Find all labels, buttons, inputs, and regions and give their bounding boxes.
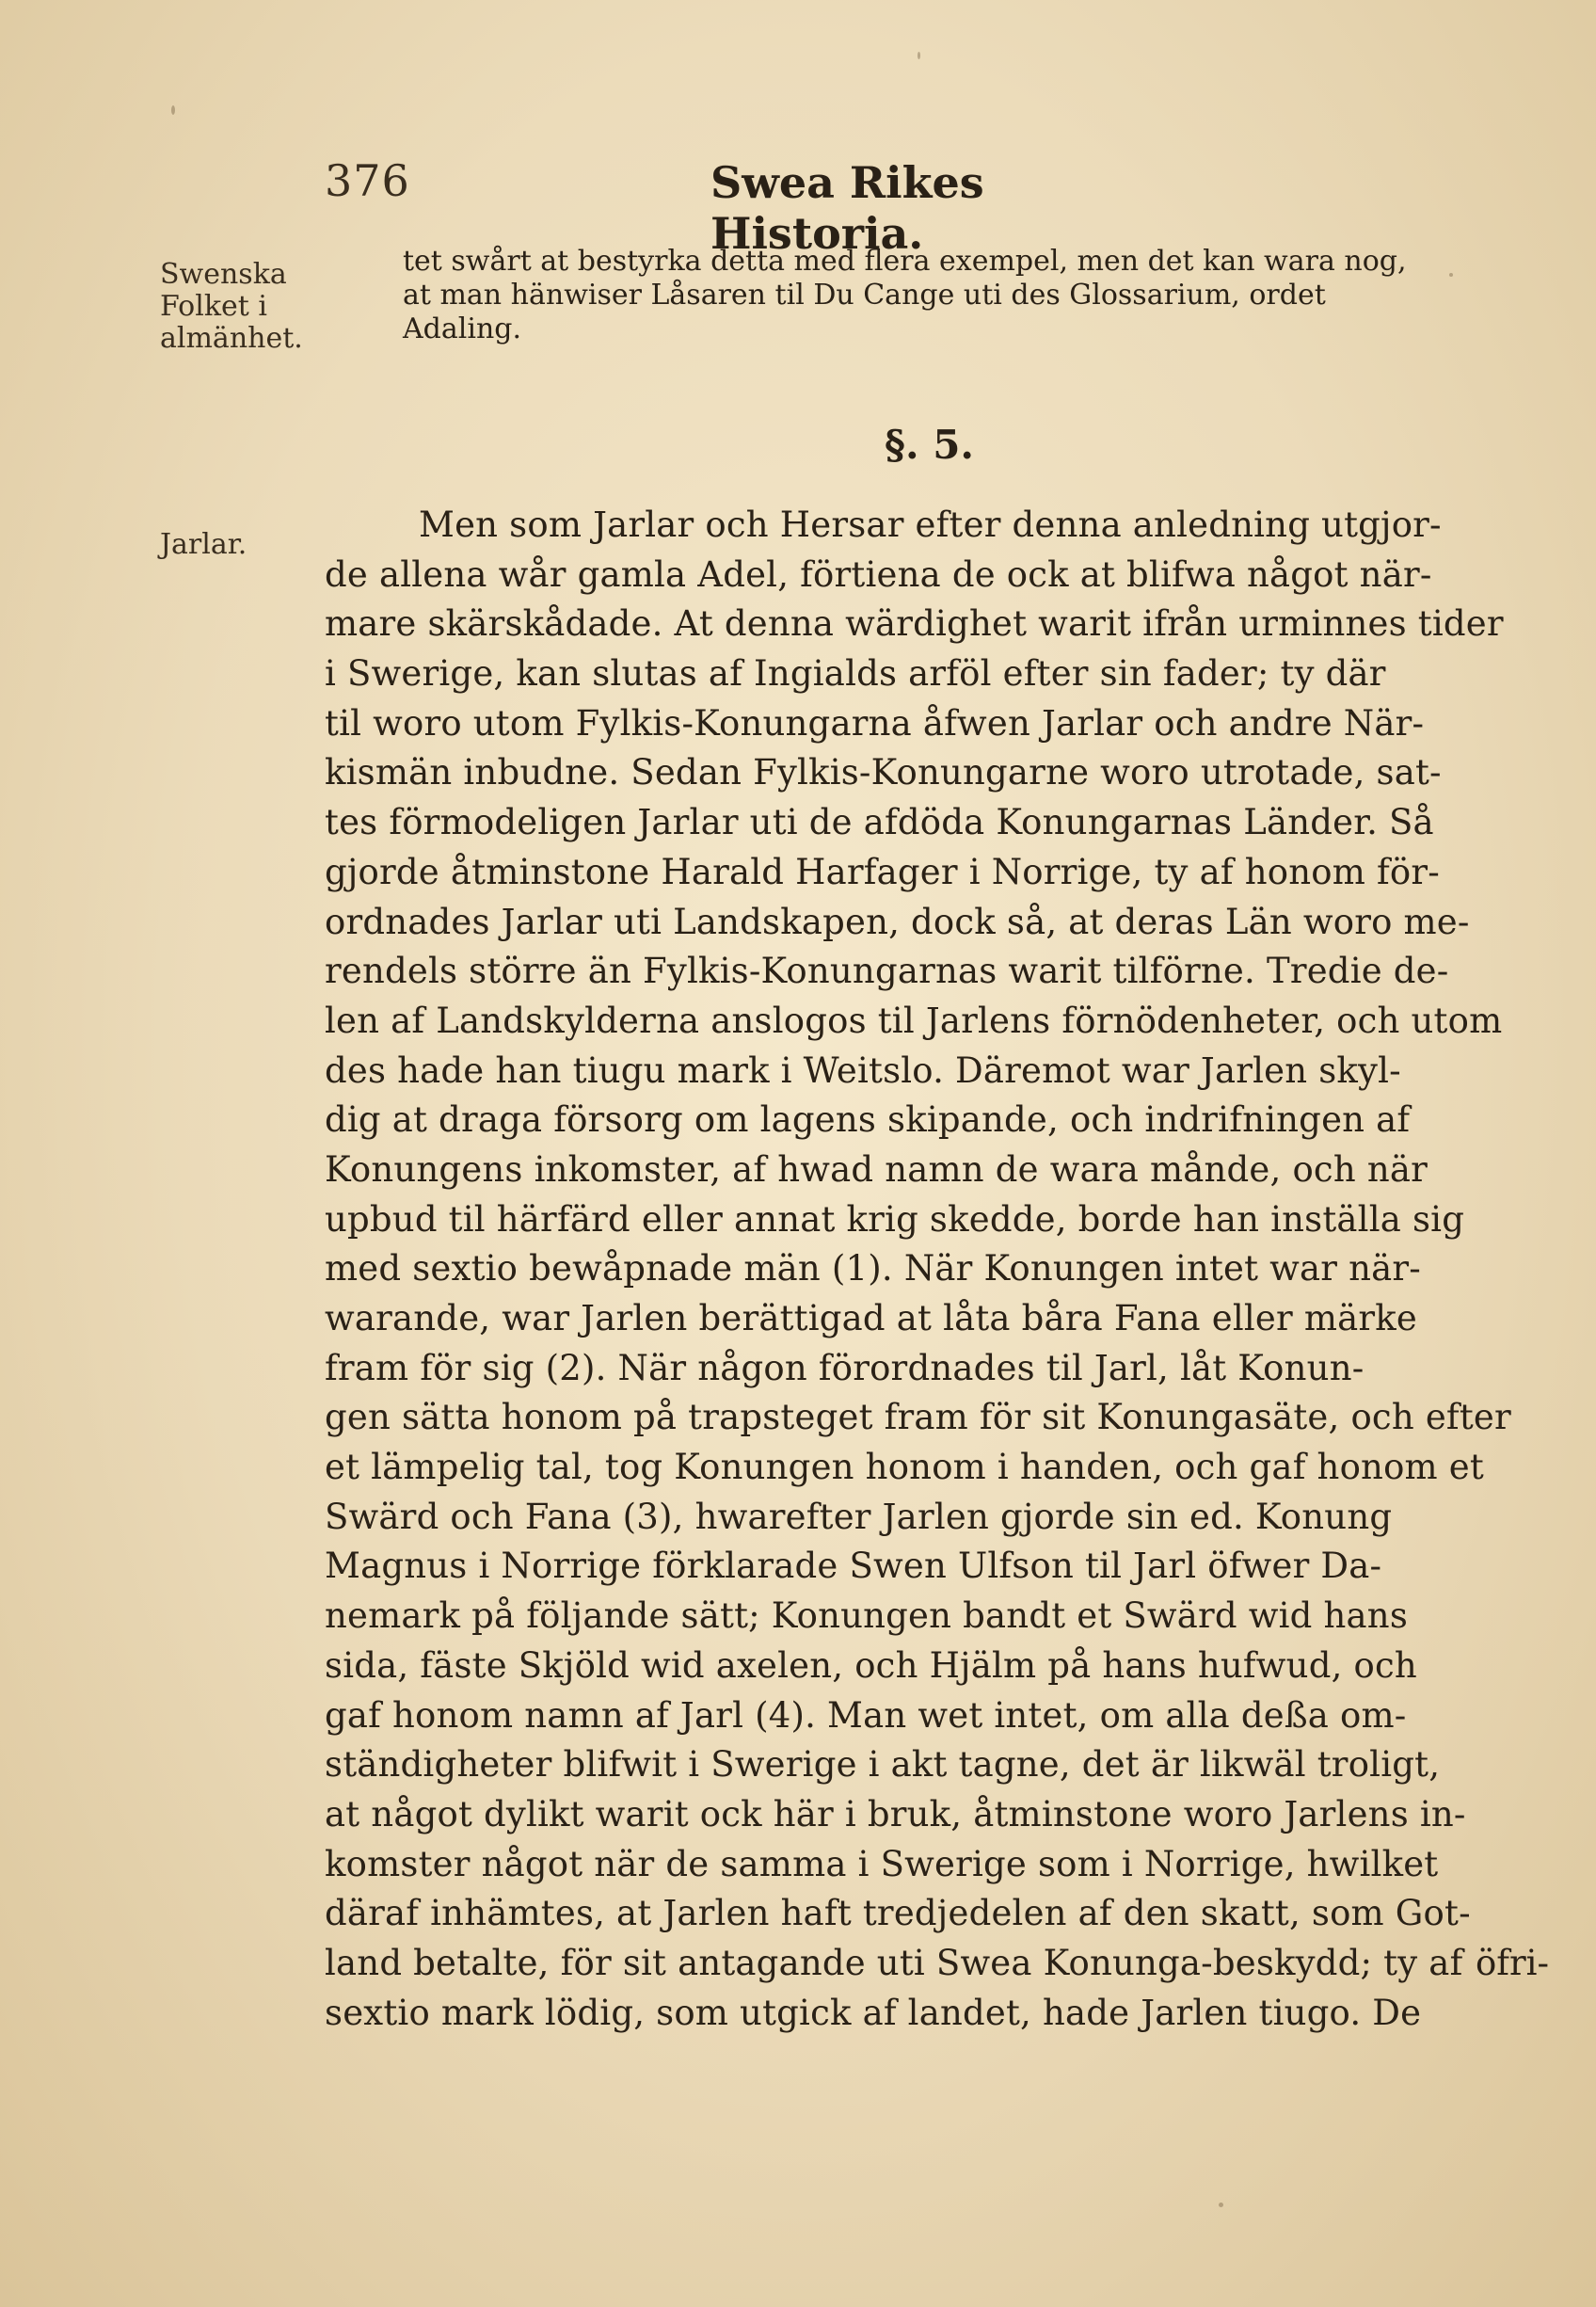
margin-note-swenska-folket: Swenska Folket i almänhet. bbox=[160, 258, 303, 355]
body-line: sextio mark lödig, som utgick af landet, hade Jarlen tiugo. De bbox=[325, 1992, 1422, 2033]
body-line: mare skärskådade. At denna wärdighet warit ifrån urminnes tider bbox=[325, 603, 1504, 645]
footnote-continuation bbox=[403, 245, 1570, 346]
body-line: des hade han tiugu mark i Weitslo. Däremot war Jarlen skyl- bbox=[325, 1049, 1401, 1091]
body-line: de allena wår gamla Adel, förtiena de ock at blifwa något när- bbox=[325, 553, 1432, 595]
body-line: sida, fäste Skjöld wid axelen, och Hjälm på hans hufwud, och bbox=[325, 1644, 1417, 1686]
body-line: fram för sig (2). När någon förordnades til Jarl, låt Konun- bbox=[325, 1347, 1365, 1388]
paper-speck bbox=[918, 52, 920, 59]
body-line: at något dylikt warit ock här i bruk, åtminstone woro Jarlens in- bbox=[325, 1793, 1466, 1834]
section-heading: §. 5. bbox=[885, 422, 975, 468]
body-line: nemark på följande sätt; Konungen bandt et Swärd wid hans bbox=[325, 1595, 1409, 1637]
body-line: kismän inbudne. Sedan Fylkis-Konungarne woro utrotade, sat- bbox=[325, 752, 1442, 793]
body-line: dig at draga försorg om lagens skipande, och indrifningen af bbox=[325, 1099, 1411, 1141]
body-line: gen sätta honom på trapsteget fram för sit Konungasäte, och efter bbox=[325, 1397, 1511, 1438]
body-text bbox=[325, 501, 1567, 2038]
body-line: i Swerige, kan slutas af Ingialds arföl efter sin fader; ty där bbox=[325, 653, 1386, 695]
page-number: 376 bbox=[325, 155, 410, 206]
paper-speck bbox=[171, 105, 175, 115]
body-line: gaf honom namn af Jarl (4). Man wet intet, om alla deßa om- bbox=[325, 1694, 1407, 1736]
body-line: len af Landskylderna anslogos til Jarlens förnödenheter, och utom bbox=[325, 1000, 1503, 1041]
body-line: med sextio bewåpnade män (1). När Konungen intet war när- bbox=[325, 1248, 1421, 1290]
body-line: tes förmodeligen Jarlar uti de afdöda Konungarnas Länder. Så bbox=[325, 802, 1434, 843]
body-line: Konungens inkomster, af hwad namn de wara månde, och när bbox=[325, 1148, 1428, 1190]
body-line: warande, war Jarlen berättigad at låta båra Fana eller märke bbox=[325, 1298, 1418, 1338]
body-line: komster något när de samma i Swerige som i Norrige, hwilket bbox=[325, 1843, 1439, 1884]
footnote-line: Adaling. bbox=[403, 312, 522, 345]
body-line: ständigheter blifwit i Swerige i akt tagne, det är likwäl troligt, bbox=[325, 1744, 1441, 1786]
body-line: land betalte, för sit antagande uti Swea Konunga-beskydd; ty af bbox=[325, 1942, 1463, 1983]
body-line: Men som Jarlar och Hersar efter denna anledning utgjor- bbox=[419, 505, 1442, 545]
body-line: ordnades Jarlar uti Landskapen, dock så, at deras Län woro me- bbox=[325, 901, 1470, 942]
page-header bbox=[325, 155, 1172, 259]
body-line: til woro utom Fylkis-Konungarna åfwen Jarlar och andre När- bbox=[325, 702, 1425, 744]
catchword: öfri- bbox=[1476, 1943, 1549, 1983]
running-title: Swea Rikes Historia. bbox=[710, 157, 984, 259]
paper-speck bbox=[1449, 273, 1453, 277]
footnote-line: at man hänwiser Låsaren til Du Cange uti des Glossarium, ordet bbox=[403, 279, 1326, 312]
body-line: et lämpelig tal, tog Konungen honom i handen, och gaf honom et bbox=[325, 1447, 1484, 1488]
body-line: Magnus i Norrige förklarade Swen Ulfson til Jarl öfwer Da- bbox=[325, 1546, 1382, 1587]
body-line: däraf inhämtes, at Jarlen haft tredjedelen af den skatt, som Got- bbox=[325, 1893, 1471, 1934]
body-line: Swärd och Fana (3), hwarefter Jarlen gjorde sin ed. Konung bbox=[325, 1496, 1393, 1537]
paper-speck bbox=[1219, 2203, 1223, 2207]
margin-note-jarlar: Jarlar. bbox=[160, 528, 247, 561]
body-line: upbud til härfärd eller annat krig skedde, borde han inställa sig bbox=[325, 1198, 1465, 1240]
body-line: rendels större än Fylkis-Konungarnas warit tilförne. Tredie de- bbox=[325, 951, 1449, 992]
body-line: gjorde åtminstone Harald Harfager i Norrige, ty af honom för- bbox=[325, 851, 1440, 892]
footnote-line: tet swårt at bestyrka detta med flera exempel, men det kan wara nog, bbox=[403, 245, 1407, 278]
